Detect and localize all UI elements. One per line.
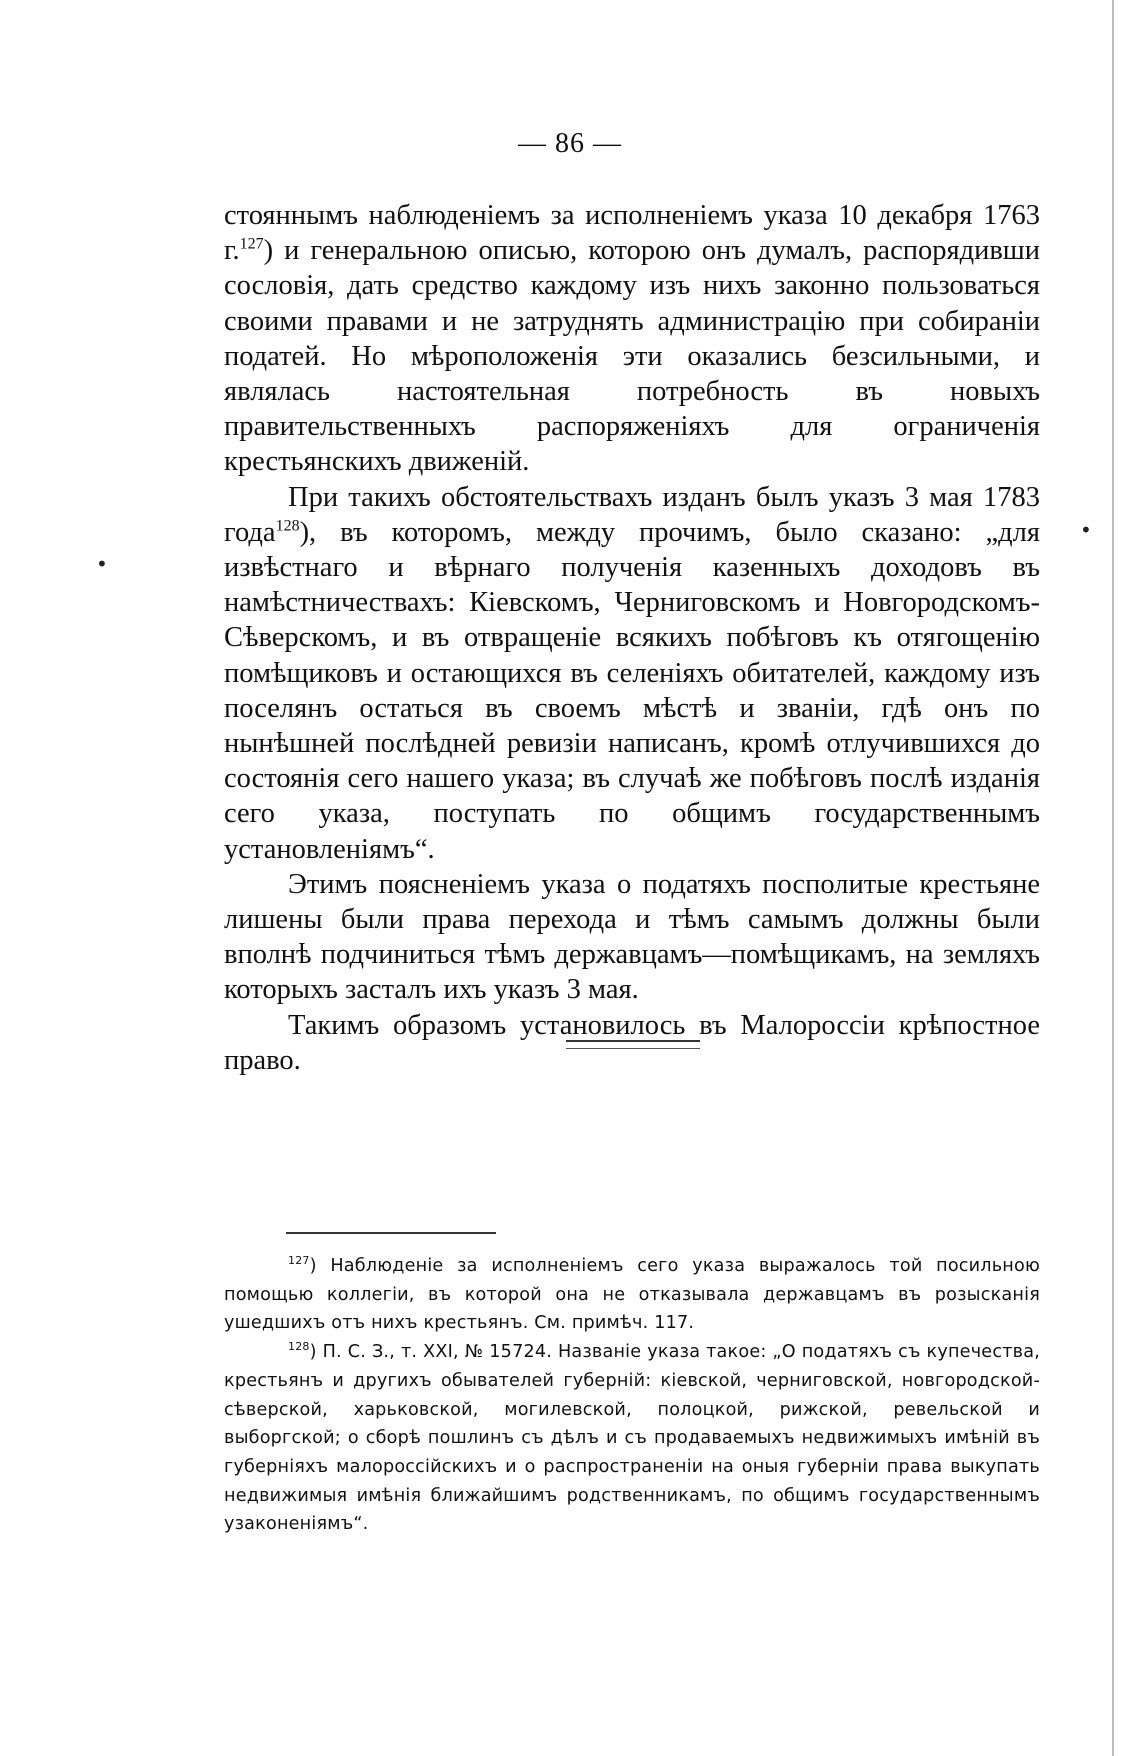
paragraph-1-start: стояннымъ наблюденіемъ за исполненіемъ указа 10 декабря 1763 г.	[224, 200, 1040, 267]
paragraph-2-start: При такихъ обстоятельствахъ изданъ былъ указъ 3 мая 1783 года	[224, 481, 1040, 548]
section-separator	[566, 1040, 700, 1050]
footnote-127-text: ) Наблюденіе за исполненіемъ сего указа выражалось той посильною помощью коллегіи, въ которой она не отказывала державцамъ въ розысканія ушедшихъ отъ нихъ крестьянъ. См. примѣч. 117.	[224, 1256, 1040, 1334]
body-text	[224, 198, 1040, 1078]
paragraph-3: Этимъ поясненіемъ указа о податяхъ посполитые крестьяне лишены были права перехода и тѣмъ самымъ должны были вполнѣ подчиниться тѣмъ державцамъ—помѣщикамъ, на земляхъ которыхъ засталъ ихъ указъ 3 мая.	[224, 868, 1040, 1006]
separator-line-bottom	[566, 1048, 700, 1049]
paragraph-2-rest: ), въ которомъ, между прочимъ, было сказано: „для извѣстнаго и вѣрнаго полученія казенныхъ доходовъ въ намѣстничествахъ: Кіевскомъ, Черниговскомъ и Новгородскомъ-Сѣверскомъ, и въ отвращеніе всякихъ побѣговъ къ отягощенію помѣщиковъ и остающихся въ селеніяхъ обитателей, каждому изъ поселянъ остаться въ своемъ мѣстѣ и званіи, гдѣ онъ по нынѣшней послѣдней ревизіи написанъ, кромѣ отлучившихся до состоянія сего нашего указа; въ случаѣ же побѣговъ послѣ изданія сего указа, поступать по общимъ государственнымъ установленіямъ“.	[224, 516, 1040, 865]
footnote-127	[224, 1252, 1040, 1338]
margin-dot-left: •	[96, 552, 108, 576]
footnote-ref-127: 127	[239, 235, 264, 253]
footnote-127-number: 127	[288, 1254, 310, 1268]
paragraph-2	[224, 480, 1040, 867]
page-number: — 86 —	[518, 128, 622, 159]
margin-dot-right: •	[1080, 518, 1092, 542]
footnote-ref-128: 128	[275, 517, 300, 535]
footnote-128	[224, 1338, 1040, 1539]
scan-edge-line	[1112, 0, 1114, 1756]
paragraph-1	[224, 198, 1040, 480]
footnote-128-number: 128	[288, 1340, 310, 1354]
paragraph-1-rest: ) и генеральною описью, которою онъ думалъ, распорядивши сословія, дать средство каждому изъ нихъ законно пользоваться своими правами и не затруднять администрацію при собираніи податей. Но мѣроположенія эти оказались безсильными, и являлась настоятельная потребность въ новыхъ правительственныхъ распоряженіяхъ для ограниченія крестьянскихъ движеній.	[224, 235, 1040, 478]
footnotes	[224, 1252, 1040, 1539]
footnote-rule	[286, 1232, 496, 1234]
footnote-128-text: ) П. С. З., т. XXI, № 15724. Названіе указа такое: „О податяхъ съ купечества, крестьянъ и другихъ обывателей губерній: кіевской, черниговской, новгородской-сѣверской, харьковской, могилевской, полоцкой, рижской, ревельской и выборгской; о сборѣ пошлинъ съ дѣлъ и съ продаваемыхъ недвижимыхъ имѣній въ губерніяхъ малороссійскихъ и о распространеніи на оныя губерніи права выкупать недвижимыя имѣнія ближайшимъ родственникамъ, по общимъ государственнымъ узаконеніямъ“.	[224, 1342, 1040, 1535]
separator-line-top	[566, 1040, 700, 1042]
paragraph-4: Такимъ образомъ установилось въ Малороссіи крѣпостное право.	[224, 1009, 1040, 1076]
